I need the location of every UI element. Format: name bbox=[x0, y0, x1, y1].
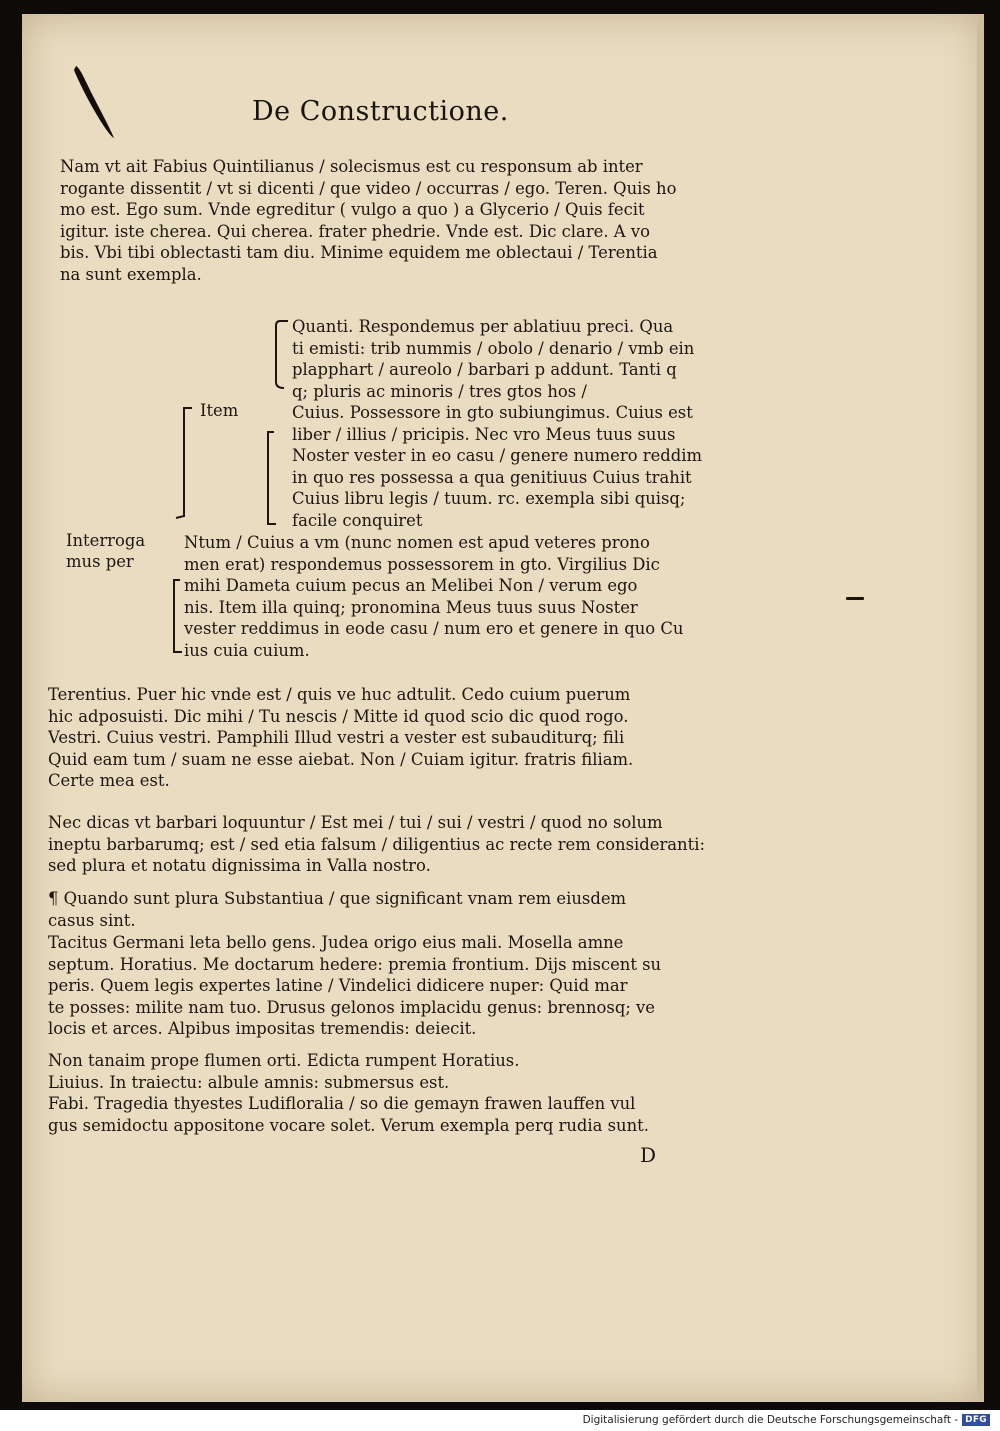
text-line: Quanti. Respondemus per ablatiuu preci. Qua bbox=[292, 317, 674, 336]
text-line: in quo res possessa a qua genitiuus Cuius trahit bbox=[292, 467, 692, 487]
label-item: Item bbox=[200, 401, 239, 420]
paragraph-non-tanaim bbox=[48, 1050, 748, 1136]
text-line: ¶ Quando sunt plura Substantiua / que significant vnam rem eiusdem bbox=[48, 889, 627, 908]
label-line: Interroga bbox=[66, 531, 146, 550]
text-line: Cuius libru legis / tuum. rc. exempla sibi quisq; bbox=[292, 489, 686, 508]
text-line: na sunt exempla. bbox=[60, 264, 202, 284]
bracket-cuius bbox=[260, 428, 280, 528]
group-nostrum bbox=[184, 532, 744, 661]
paragraph-substantiua bbox=[48, 888, 748, 931]
bracket-item bbox=[174, 404, 200, 522]
text-line: ti emisti: trib nummis / obolo / denario / vmb ein bbox=[292, 338, 695, 358]
text-line: men erat) respondemus possessorem in gto. Virgilius Dic bbox=[184, 554, 660, 574]
text-line: facile conquiret bbox=[292, 510, 423, 530]
text-line: Fabi. Tragedia thyestes Ludifloralia / so die gemayn frawen lauffen vul bbox=[48, 1094, 636, 1113]
label-interrogamus bbox=[66, 530, 145, 572]
text-line: Nam vt ait Fabius Quintilianus / solecismus est cu responsum ab inter bbox=[60, 157, 643, 176]
text-line: ineptu barbarumq; est / sed etia falsum / diligentius ac recte rem consideranti: bbox=[48, 834, 705, 854]
text-line: nis. Item illa quinq; pronomina Meus tuus suus Noster bbox=[184, 597, 638, 617]
text-line: liber / illius / pricipis. Nec vro Meus tuus suus bbox=[292, 424, 676, 444]
text-line: ius cuia cuium. bbox=[184, 640, 310, 660]
text-line: mo est. Ego sum. Vnde egreditur ( vulgo a quo ) a Glycerio / Quis fecit bbox=[60, 200, 645, 219]
text-line: Noster vester in eo casu / genere numero reddim bbox=[292, 446, 703, 465]
bracket-quanti bbox=[270, 318, 292, 390]
text-line: locis et arces. Alpibus impositas tremendis: deiecit. bbox=[48, 1019, 477, 1038]
group-quanti bbox=[292, 316, 744, 402]
bracket-nostrum bbox=[168, 576, 184, 656]
footer-credit: Digitalisierung gefördert durch die Deutsche Forschungsgemeinschaft - bbox=[582, 1414, 959, 1426]
interrogative-table bbox=[48, 316, 748, 666]
paragraph-nec-dicas bbox=[48, 812, 748, 877]
margin-dash-mark bbox=[846, 597, 864, 600]
page-edge bbox=[977, 14, 984, 1402]
text-line: vester reddimus in eode casu / num ero et genere in quo Cu bbox=[184, 619, 684, 638]
text-line: Cuius. Possessore in gto subiungimus. Cuius est bbox=[292, 403, 693, 422]
paragraph-quintilianus bbox=[60, 156, 760, 285]
page-signature: D bbox=[640, 1143, 657, 1167]
label-line: mus per bbox=[66, 552, 134, 571]
text-line: hic adposuisti. Dic mihi / Tu nescis / Mitte id quod scio dic quod rogo. bbox=[48, 706, 629, 726]
text-line: te posses: milite nam tuo. Drusus gelonos implacidu genus: brennosq; ve bbox=[48, 997, 656, 1017]
text-line: septum. Horatius. Me doctarum hedere: premia frontium. Dijs miscent su bbox=[48, 954, 662, 974]
text-line: peris. Quem legis expertes latine / Vindelici didicere nuper: Quid mar bbox=[48, 976, 628, 995]
text-line: Tacitus Germani leta bello gens. Judea origo eius mali. Mosella amne bbox=[48, 933, 624, 952]
text-line: Certe mea est. bbox=[48, 771, 170, 790]
text-line: Ntum / Cuius a vm (nunc nomen est apud veteres prono bbox=[184, 533, 650, 552]
text-line: Liuius. In traiectu: albule amnis: submersus est. bbox=[48, 1072, 450, 1092]
text-line: sed plura et notatu dignissima in Valla nostro. bbox=[48, 856, 431, 875]
text-line: Quid eam tum / suam ne esse aiebat. Non / Cuiam igitur. fratris filiam. bbox=[48, 749, 634, 769]
ink-stroke-mark-icon bbox=[70, 62, 118, 142]
text-line: plapphart / aureolo / barbari p addunt. Tanti q bbox=[292, 360, 677, 379]
paragraph-terentius bbox=[48, 684, 748, 792]
text-line: q; pluris ac minoris / tres gtos hos / bbox=[292, 381, 587, 401]
group-cuius bbox=[292, 402, 744, 531]
text-line: rogante dissentit / vt si dicenti / que video / occurras / ego. Teren. Quis ho bbox=[60, 178, 677, 198]
dfg-logo-icon[interactable]: DFG bbox=[962, 1414, 990, 1426]
text-line: Non tanaim prope flumen orti. Edicta rumpent Horatius. bbox=[48, 1051, 520, 1070]
text-line: igitur. iste cherea. Qui cherea. frater phedrie. Vnde est. Dic clare. A vo bbox=[60, 221, 650, 241]
text-line: mihi Dameta cuium pecus an Melibei Non / verum ego bbox=[184, 576, 638, 595]
text-line: casus sint. bbox=[48, 910, 136, 930]
text-line: Terentius. Puer hic vnde est / quis ve huc adtulit. Cedo cuium puerum bbox=[48, 685, 631, 704]
text-line: bis. Vbi tibi oblectasti tam diu. Minime equidem me oblectaui / Terentia bbox=[60, 243, 658, 262]
footer bbox=[583, 1412, 990, 1428]
text-line: gus semidoctu appositone vocare solet. Verum exempla perq rudia sunt. bbox=[48, 1115, 649, 1135]
text-line: Vestri. Cuius vestri. Pamphili Illud vestri a vester est subauditurq; fili bbox=[48, 728, 625, 747]
page-heading: De Constructione. bbox=[252, 96, 509, 127]
text-line: Nec dicas vt barbari loquuntur / Est mei / tui / sui / vestri / quod no solum bbox=[48, 813, 663, 832]
paragraph-tacitus bbox=[48, 932, 748, 1040]
